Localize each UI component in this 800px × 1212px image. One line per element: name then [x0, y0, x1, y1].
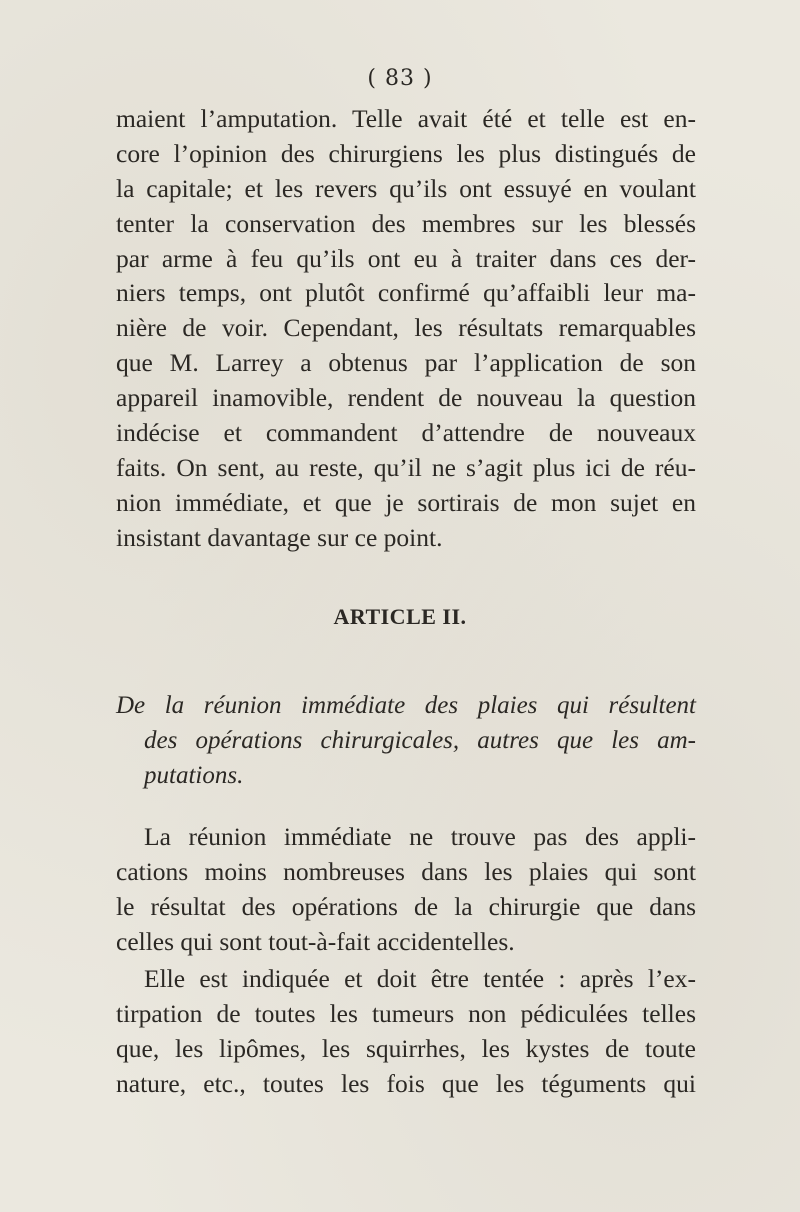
text-line: tirpation de toutes les tumeurs non pédiculées telles	[116, 998, 696, 1028]
text-line: Elle est indiquée et doit être tentée : après l’ex-	[144, 964, 696, 993]
text-line: maient l’amputation. Telle avait été et telle est en-	[116, 104, 696, 133]
article-subtitle	[116, 688, 696, 793]
text-line: la capitale; et les revers qu’ils ont essuyé en voulant	[116, 173, 696, 203]
text-line: nature, etc., toutes les fois que les téguments qui	[116, 1068, 696, 1098]
text-line: cations moins nombreuses dans les plaies qui sont	[116, 856, 696, 886]
text-line: nière de voir. Cependant, les résultats remarquables	[116, 313, 696, 343]
text-line: que, les lipômes, les squirrhes, les kystes de toute	[116, 1033, 696, 1063]
article-heading: ARTICLE II.	[333, 604, 467, 629]
page-number: ( 83 )	[367, 66, 433, 91]
text-line: La réunion immédiate ne trouve pas des appli-	[144, 822, 696, 851]
text-line: appareil inamovible, rendent de nouveau la question	[116, 383, 696, 413]
paragraph-three	[116, 962, 696, 1102]
text-line: core l’opinion des chirurgiens les plus distingués de	[116, 138, 696, 168]
text-line: niers temps, ont plutôt confirmé qu’affaibli leur ma-	[116, 278, 696, 308]
subtitle-line: putations.	[144, 762, 244, 789]
text-line: indécise et commandent d’attendre de nouveaux	[116, 418, 696, 448]
text-line: insistant davantage sur ce point.	[116, 522, 443, 552]
subtitle-line: De la réunion immédiate des plaies qui résultent	[116, 692, 696, 719]
text-line: celles qui sont tout-à-fait accidentelles.	[116, 926, 515, 956]
paragraph-continuation	[116, 102, 696, 556]
text-line: nion immédiate, et que je sortirais de mon sujet en	[116, 487, 696, 517]
text-line: que M. Larrey a obtenus par l’application de son	[116, 348, 696, 378]
paragraph-two	[116, 820, 696, 960]
text-line: tenter la conservation des membres sur les blessés	[116, 208, 696, 238]
text-line: le résultat des opérations de la chirurgie que dans	[116, 891, 696, 921]
text-line: par arme à feu qu’ils ont eu à traiter dans ces der-	[116, 243, 696, 273]
subtitle-line: des opérations chirurgicales, autres que les am-	[144, 727, 696, 754]
text-line: faits. On sent, au reste, qu’il ne s’agit plus ici de réu-	[116, 452, 696, 482]
